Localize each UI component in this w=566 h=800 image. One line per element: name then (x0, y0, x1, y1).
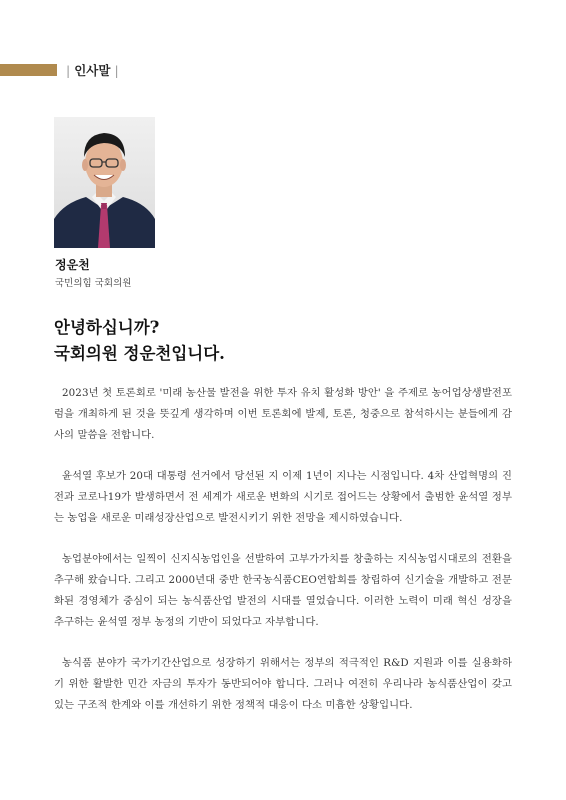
section-title-text: 인사말 (74, 63, 111, 78)
paragraph: 농식품 분야가 국가기간산업으로 성장하기 위해서는 정부의 적극적인 R&D 지원과 이를 실용화하기 위한 활발한 민간 자금의 투자가 동반되어야 합니다. 그러나 여전히 우리나라 농식품산업이 갖고 있는 구조적 한계와 이를 개선하기 위한 정책적 대응이 다소 미흡한 상황입니다. (54, 657, 512, 711)
header-accent-bar (0, 64, 57, 76)
section-title (62, 61, 123, 79)
paragraph: 윤석열 후보가 20대 대통령 선거에서 당선된 지 이제 1년이 지나는 시점입니다. 4차 산업혁명의 진전과 코로나19가 발생하면서 전 세계가 새로운 변화의 시기로 접어드는 상황에서 출범한 윤석열 정부는 농업을 새로운 미래성장산업으로 발전시키기 위한 전망을 제시하였습니다. (54, 470, 512, 524)
greeting-line-1: 안녕하십니까? (54, 318, 160, 337)
speaker-name: 정운천 (55, 258, 90, 272)
title-divider-left: | (66, 63, 71, 78)
message-body (54, 383, 512, 736)
paragraph: 2023년 첫 토론회로 '미래 농산물 발전을 위한 투자 유치 활성화 방안' 을 주제로 농어업상생발전포럼을 개최하게 된 것을 뜻깊게 생각하며 이번 토론회에 발제, 토론, 청중으로 참석하시는 분들에게 감사의 말씀을 전합니다. (54, 387, 512, 441)
greeting-heading (54, 315, 225, 367)
greeting-line-2: 국회의원 정운천입니다. (54, 344, 225, 363)
title-divider-right: | (114, 63, 119, 78)
portrait-photo (54, 117, 155, 248)
speaker-role: 국민의힘 국회의원 (55, 278, 132, 289)
paragraph: 농업분야에서는 일찍이 신지식농업인을 선발하여 고부가가치를 창출하는 지식농업시대로의 전환을 추구해 왔습니다. 그리고 2000년대 중반 한국농식품CEO연합회를 창립하여 신기술을 개발하고 전문화된 경영체가 중심이 되는 농식품산업 발전의 시대를 열었습니다. 이러한 노력이 미래 혁신 성장을 추구하는 윤석열 정부 농정의 기반이 되었다고 자부합니다. (54, 553, 512, 628)
